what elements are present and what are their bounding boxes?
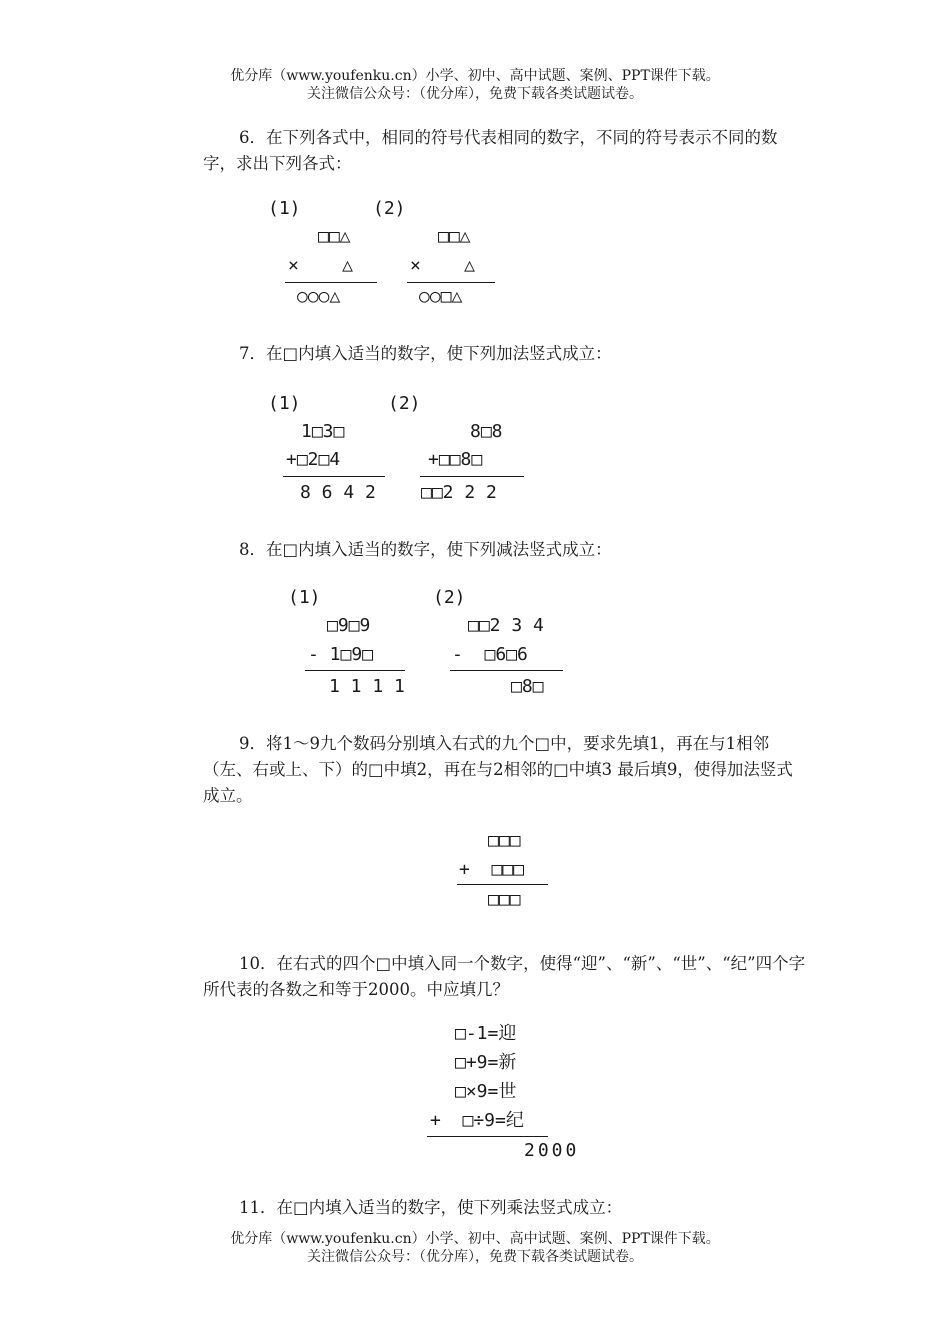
q6-p1-result: ○○○△ (297, 286, 341, 307)
question-9-text: 9．将1～9九个数码分别填入右式的九个□中，要求先填1，再在与1相邻（左、右或上、下）的□中填2，再在与2相邻的□中填3 最后填9，使得加法竖式成立。 (203, 734, 793, 805)
q7-p1-row2: +□2□4 (286, 449, 341, 470)
q7-p2-row1: 8□8 (470, 421, 503, 442)
question-7-text: 7．在□内填入适当的数字，使下列加法竖式成立： (239, 344, 612, 363)
q7-p2-result: □□2 2 2 (421, 482, 497, 503)
q7-p1-result: 8 6 4 2 (300, 482, 376, 503)
q9-line (457, 884, 548, 885)
q7-label-1: (1) (268, 393, 301, 414)
q6-label-1: (1) (268, 198, 301, 219)
footer-line-2: 关注微信公众号：（优分库），免费下载各类试题试卷。 (307, 1249, 643, 1265)
q8-p1-row1: □9□9 (327, 615, 371, 636)
header-line-1: 优分库（www.youfenku.cn）小学、初中、高中试题、案例、PPT课件下载。 (230, 68, 720, 84)
question-8-text: 8．在□内填入适当的数字，使下列减法竖式成立： (239, 540, 612, 559)
q8-p1-result: 1 1 1 1 (329, 676, 405, 697)
q10-result: 2000 (524, 1140, 580, 1161)
q6-p2-line (407, 282, 495, 283)
q9-row1: □□□ (488, 830, 521, 851)
q10-row2: □+9=新 (455, 1052, 517, 1073)
page-header (0, 67, 950, 103)
question-10-text: 10．在右式的四个□中填入同一个数字，使得“迎”、“新”、“世”、“纪”四个字所代表的各数之和等于2000。中应填几？ (203, 954, 806, 999)
q7-p1-row1: 1□3□ (301, 421, 345, 442)
q10-line (427, 1136, 548, 1137)
q8-p1-row2: - 1□9□ (308, 644, 374, 665)
q7-label-2: (2) (388, 393, 421, 414)
q10-row1: □-1=迎 (455, 1023, 517, 1044)
q8-p1-line (305, 670, 405, 671)
q8-label-1: (1) (288, 587, 321, 608)
q6-p2-result: ○○□△ (419, 286, 463, 307)
header-line-2: 关注微信公众号：（优分库），免费下载各类试题试卷。 (307, 86, 643, 102)
q6-p1-row1: □□△ (318, 226, 351, 247)
q8-label-2: (2) (433, 587, 466, 608)
q7-p1-line (283, 476, 385, 477)
q6-p1-row2: × △ (288, 255, 354, 276)
q7-p2-line (420, 476, 524, 477)
q7-p2-row2: +□□8□ (428, 449, 483, 470)
q6-p1-line (285, 282, 377, 283)
q6-label-2: (2) (373, 198, 406, 219)
q9-row2: + □□□ (459, 859, 525, 880)
q6-p2-row2: × △ (410, 255, 476, 276)
q6-p2-row1: □□△ (438, 226, 471, 247)
q8-p2-row2: - □6□6 (452, 644, 528, 665)
q8-p2-line (450, 670, 563, 671)
q8-p2-result: □8□ (511, 676, 544, 697)
question-11-text: 11．在□内填入适当的数字，使下列乘法竖式成立： (239, 1198, 623, 1217)
q10-row3: □×9=世 (455, 1081, 517, 1102)
page-footer (0, 1230, 950, 1266)
footer-line-1: 优分库（www.youfenku.cn）小学、初中、高中试题、案例、PPT课件下载。 (230, 1231, 720, 1247)
q9-result: □□□ (488, 889, 521, 910)
q10-row4: + □÷9=纪 (430, 1110, 524, 1131)
question-6-text: 6．在下列各式中，相同的符号代表相同的数字，不同的符号表示不同的数字，求出下列各式： (203, 128, 778, 173)
q8-p2-row1: □□2 3 4 (468, 615, 544, 636)
